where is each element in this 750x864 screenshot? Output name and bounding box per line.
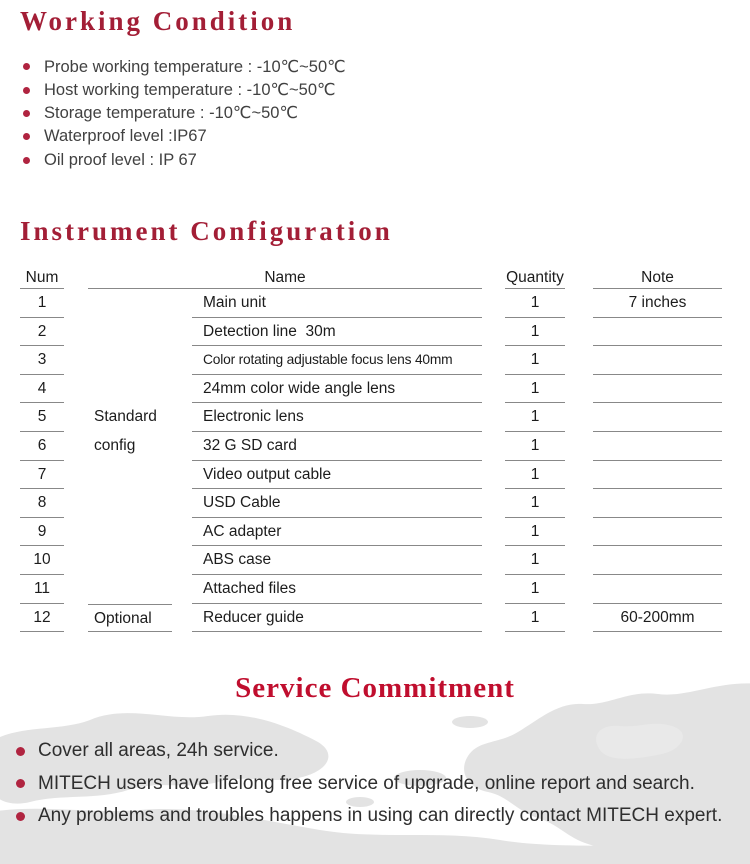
cell-name: Electronic lens <box>192 403 482 432</box>
list-item <box>20 55 346 78</box>
table-header-row <box>20 269 722 289</box>
cell-name: ABS case <box>192 546 482 575</box>
list-item <box>0 800 750 833</box>
working-condition-title: Working Condition <box>20 6 296 36</box>
bullet-icon <box>23 133 30 140</box>
cell-name: Color rotating adjustable focus lens 40mm <box>192 346 482 375</box>
bullet-icon <box>16 747 25 756</box>
bullet-icon <box>23 110 30 117</box>
column-header-name: Name <box>88 269 482 289</box>
cell-name: Reducer guide <box>192 604 482 633</box>
table-row <box>20 604 722 633</box>
cell-category <box>88 461 172 490</box>
cell-quantity: 1 <box>505 289 565 318</box>
cell-name: Main unit <box>192 289 482 318</box>
table-row <box>20 432 722 461</box>
table-row <box>20 546 722 575</box>
cell-num: 12 <box>20 604 64 633</box>
table-row <box>20 461 722 490</box>
cell-num: 10 <box>20 546 64 575</box>
cell-note <box>593 375 722 404</box>
cell-note: 60-200mm <box>593 604 722 633</box>
list-item-text: Storage temperature : -10℃~50℃ <box>44 104 298 123</box>
cell-note <box>593 403 722 432</box>
cell-category <box>88 346 172 375</box>
column-header-quantity: Quantity <box>505 269 565 289</box>
list-item-text: Host working temperature : -10℃~50℃ <box>44 81 336 100</box>
table-row <box>20 518 722 547</box>
cell-name: Video output cable <box>192 461 482 490</box>
cell-num: 9 <box>20 518 64 547</box>
cell-quantity: 1 <box>505 403 565 432</box>
table-row <box>20 489 722 518</box>
cell-name: 24mm color wide angle lens <box>192 375 482 404</box>
cell-num: 11 <box>20 575 64 604</box>
cell-num: 5 <box>20 403 64 432</box>
table-row <box>20 318 722 347</box>
cell-quantity: 1 <box>505 546 565 575</box>
cell-note <box>593 575 722 604</box>
cell-note <box>593 489 722 518</box>
cell-num: 8 <box>20 489 64 518</box>
cell-category <box>88 289 172 318</box>
cell-num: 3 <box>20 346 64 375</box>
bullet-icon <box>23 63 30 70</box>
cell-note <box>593 346 722 375</box>
list-item <box>20 78 346 101</box>
cell-category <box>88 575 172 604</box>
cell-category <box>88 518 172 547</box>
cell-category <box>88 489 172 518</box>
cell-note: 7 inches <box>593 289 722 318</box>
list-item-text: MITECH users have lifelong free service of upgrade, online report and search. <box>38 772 695 794</box>
list-item-text: Oil proof level : IP 67 <box>44 150 197 169</box>
list-item <box>0 735 750 768</box>
cell-num: 6 <box>20 432 64 461</box>
list-item <box>20 149 346 172</box>
cell-category: Optional <box>88 604 172 633</box>
cell-name: Detection line 30m <box>192 318 482 347</box>
cell-category: Standard <box>94 408 157 426</box>
working-condition-section <box>20 6 346 172</box>
cell-quantity: 1 <box>505 575 565 604</box>
cell-num: 2 <box>20 318 64 347</box>
cell-name: Attached files <box>192 575 482 604</box>
configuration-table <box>20 269 722 632</box>
cell-name: AC adapter <box>192 518 482 547</box>
cell-num: 7 <box>20 461 64 490</box>
table-row <box>20 575 722 604</box>
cell-quantity: 1 <box>505 375 565 404</box>
instrument-configuration-section <box>20 216 722 632</box>
service-commitment-list <box>0 735 750 833</box>
list-item-text: Waterproof level :IP67 <box>44 127 207 146</box>
cell-quantity: 1 <box>505 461 565 490</box>
cell-quantity: 1 <box>505 489 565 518</box>
cell-note <box>593 318 722 347</box>
service-commitment-section <box>0 670 750 833</box>
cell-note <box>593 546 722 575</box>
list-item <box>20 102 346 125</box>
working-condition-list <box>20 55 346 172</box>
cell-quantity: 1 <box>505 604 565 633</box>
cell-category <box>88 318 172 347</box>
bullet-icon <box>16 779 25 788</box>
table-row <box>20 346 722 375</box>
cell-category <box>88 375 172 404</box>
table-row <box>20 403 722 432</box>
cell-quantity: 1 <box>505 318 565 347</box>
bullet-icon <box>16 812 25 821</box>
cell-quantity: 1 <box>505 432 565 461</box>
table-row <box>20 289 722 318</box>
list-item-text: Cover all areas, 24h service. <box>38 740 279 762</box>
cell-num: 1 <box>20 289 64 318</box>
cell-category <box>88 546 172 575</box>
list-item-text: Any problems and troubles happens in using can directly contact MITECH expert. <box>38 805 723 827</box>
column-header-num: Num <box>20 269 64 289</box>
column-header-note: Note <box>593 269 722 289</box>
service-commitment-title: Service Commitment <box>235 672 515 704</box>
cell-category: config <box>94 436 136 454</box>
list-item-text: Probe working temperature : -10℃~50℃ <box>44 57 346 76</box>
table-row <box>20 375 722 404</box>
cell-note <box>593 518 722 547</box>
cell-name: USD Cable <box>192 489 482 518</box>
list-item <box>0 768 750 801</box>
bullet-icon <box>23 157 30 164</box>
list-item <box>20 125 346 148</box>
cell-note <box>593 461 722 490</box>
instrument-configuration-title: Instrument Configuration <box>20 216 393 246</box>
cell-quantity: 1 <box>505 346 565 375</box>
cell-name: 32 G SD card <box>192 432 482 461</box>
cell-quantity: 1 <box>505 518 565 547</box>
cell-note <box>593 432 722 461</box>
cell-num: 4 <box>20 375 64 404</box>
bullet-icon <box>23 87 30 94</box>
